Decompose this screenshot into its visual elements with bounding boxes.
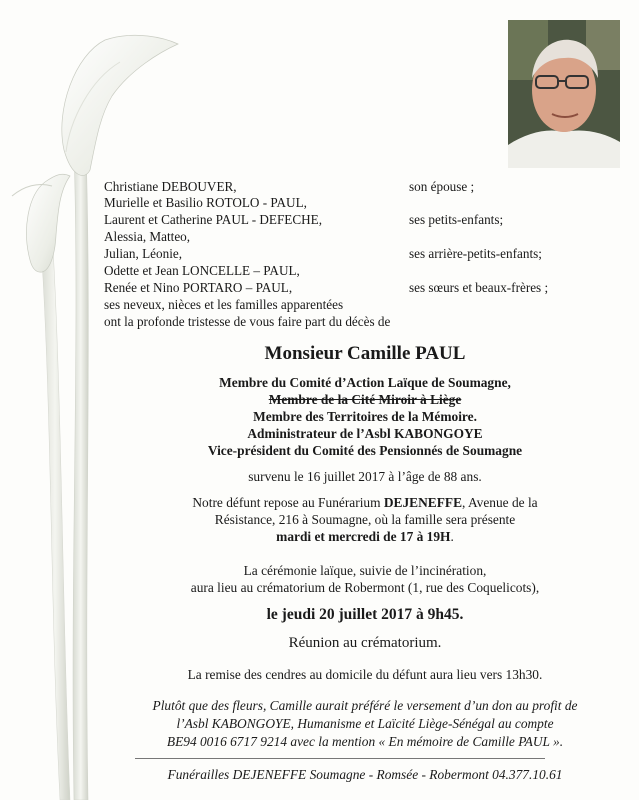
role-line: Administrateur de l’Asbl KABONGOYE: [247, 426, 483, 441]
family-line: Murielle et Basilio ROTOLO - PAUL,: [104, 195, 307, 210]
family-relation: ses petits-enfants;: [409, 212, 504, 227]
role-line: Membre des Territoires de la Mémoire.: [253, 409, 477, 424]
ashes-line: La remise des cendres au domicile du défunt aura lieu vers 13h30.: [187, 667, 543, 682]
donation-line-1: Plutôt que des fleurs, Camille aurait préféré le versement d’un don au profit de: [152, 698, 578, 713]
funeral-home-footer: Funérailles DEJENEFFE Soumagne - Romsée - Robermont 04.377.10.61: [167, 767, 563, 782]
family-relation: ses sœurs et beaux-frères ;: [409, 280, 549, 295]
family-relation: ses arrière-petits-enfants;: [409, 246, 542, 261]
footer-divider: [135, 758, 545, 759]
repose-line-1: Notre défunt repose au Funérarium DEJENEFFE, Avenue de la: [192, 495, 538, 510]
role-line: Vice-président du Comité des Pensionnés de Soumagne: [207, 443, 523, 458]
donation-line-2: l’Asbl KABONGOYE, Humanisme et Laïcité Liège-Sénégal au compte: [176, 716, 554, 731]
role-line: Membre du Comité d’Action Laïque de Soumagne,: [219, 375, 511, 390]
family-line: ses neveux, nièces et les familles apparentées: [104, 297, 344, 312]
ceremony-meeting: Réunion au crématorium.: [288, 635, 442, 651]
visiting-hours: mardi et mercredi de 17 à 19H.: [276, 529, 454, 544]
family-line: Laurent et Catherine PAUL - DEFECHE,: [104, 212, 323, 227]
death-date-line: survenu le 16 juillet 2017 à l’âge de 88 ans.: [248, 469, 482, 484]
ceremony-line-1: La cérémonie laïque, suivie de l’incinération,: [243, 563, 487, 578]
family-line: Christiane DEBOUVER,: [104, 179, 237, 194]
ceremony-date: le jeudi 20 juillet 2017 à 9h45.: [266, 606, 464, 623]
family-line: Odette et Jean LONCELLE – PAUL,: [104, 263, 300, 278]
role-line-struck: Membre de la Cité Miroir à Liège: [268, 392, 462, 407]
family-line: Julian, Léonie,: [104, 246, 183, 261]
ceremony-line-2: aura lieu au crématorium de Robermont (1, rue des Coquelicots),: [190, 580, 540, 595]
announcement-line: ont la profonde tristesse de vous faire part du décès de: [104, 314, 391, 329]
donation-line-3: BE94 0016 6717 9214 avec la mention « En mémoire de Camille PAUL ».: [166, 734, 564, 749]
deceased-portrait-photo: [508, 20, 620, 168]
repose-line-2: Résistance, 216 à Soumagne, où la famille sera présente: [214, 512, 516, 527]
family-line: Alessia, Matteo,: [104, 229, 191, 244]
deceased-name: Monsieur Camille PAUL: [264, 343, 466, 364]
family-line: Renée et Nino PORTARO – PAUL,: [104, 280, 293, 295]
family-relation: son épouse ;: [409, 179, 475, 194]
